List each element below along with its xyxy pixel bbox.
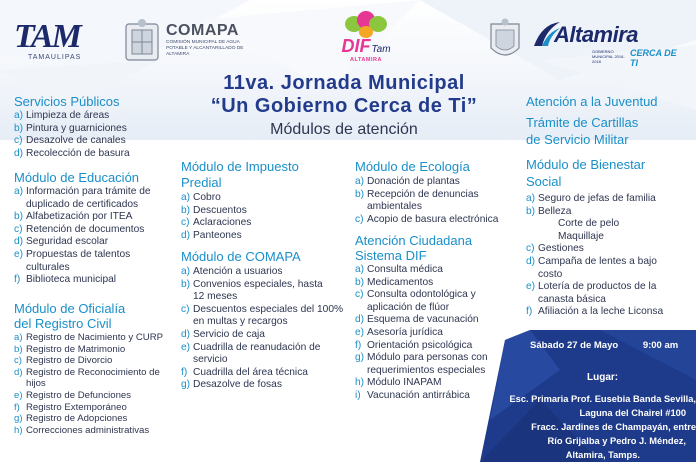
item-text: Descuentos [193,204,247,216]
item-marker: c) [355,213,364,225]
item-marker: i) [355,389,361,401]
event-datetime [530,340,690,351]
item-text: Descuentos especiales del 100% en multas y recargos [193,303,344,328]
item-text: Recepción de denuncias ambientales [367,188,479,213]
item-text: Donación de plantas [367,176,460,187]
oficialia-title: Módulo de Oficialía [14,301,126,316]
item-text: Seguridad escolar [26,236,109,248]
item-text: Atención a usuarios [193,266,283,277]
oficialia-title-2: del Registro Civil [14,316,112,331]
item-marker: b) [181,278,191,290]
place-line: Esc. Primaria Prof. Eusebia Banda Sevilla, [509,394,696,404]
item-text: Seguro de jefas de familia [538,193,656,204]
item-text: Cobro [193,192,221,203]
event-place [446,392,696,462]
altamira-wordmark: Altamira [554,22,639,47]
educacion-title: Módulo de Educación [14,170,140,185]
item-text: Pintura y guarniciones [26,122,127,134]
militar-title: Trámite de Cartillas [526,115,639,130]
place-line: Fracc. Jardines de Champayán, entre [531,422,696,432]
comapa-title: Módulo de COMAPA [181,249,301,264]
dif-wordmark: DIF [341,36,371,56]
item-text: Recolección de basura [26,147,130,159]
item-marker: e) [526,281,536,293]
item-marker: c) [14,355,22,367]
item-text: Limpieza de áreas [26,110,110,121]
place-line: Laguna del Chairel #100 [579,408,686,418]
item-text: Registro Extemporáneo [26,401,127,413]
altamira-sub: GOBIERNO MUNICIPAL 2016-2018 [592,49,625,64]
item-text: Esquema de vacunación [367,314,479,326]
item-marker: f) [526,306,533,318]
dif-tag: Tam [371,44,391,55]
item-text: Correcciones administrativas [26,424,150,436]
predial-title: Módulo de Impuesto [181,159,299,174]
ecologia-title: Módulo de Ecología [355,159,470,174]
item-text: Medicamentos [367,276,434,288]
item-text: Registro de Nacimiento y CURP [26,332,164,343]
item-text: Maquillaje [558,230,604,242]
tam-wordmark: TAM [14,18,80,55]
item-text: Registro de Defunciones [26,389,132,401]
item-marker: b) [14,343,23,355]
item-marker: d) [355,314,365,326]
item-marker: c) [181,217,190,229]
item-text: Asesoría jurídica [367,326,443,338]
bienestar-title-2: Social [526,174,562,189]
item-marker: e) [14,248,24,260]
item-text: Registro de Divorcio [26,355,113,367]
item-text: Convenios especiales, hasta 12 meses [193,278,323,303]
item-text: Desazolve de fosas [193,379,282,391]
predial-title-2: Predial [181,175,222,190]
item-marker: d) [181,328,191,340]
item-marker: a) [355,176,365,187]
page-title: 11va. Jornada Municipal [223,72,465,94]
place-line: Río Grijalba y Pedro J. Méndez, [547,436,686,446]
page-section-label: Módulos de atención [270,121,418,138]
item-marker: e) [355,326,365,338]
item-text: Consulta médica [367,264,443,275]
item-text: Desazolve de canales [26,135,126,147]
item-marker: g) [355,352,365,364]
comapa-name: COMAPA [166,22,239,39]
item-marker: a) [181,266,191,277]
bienestar-title: Módulo de Bienestar [526,157,646,172]
item-marker: c) [181,303,190,315]
item-marker: a) [14,110,24,121]
item-marker: f) [14,401,20,413]
place-line: Altamira, Tamps. [565,450,640,460]
item-text: Lotería de productos de la canasta básica [538,281,657,305]
item-marker: b) [355,276,365,288]
item-marker: a) [181,192,191,203]
item-marker: d) [526,255,536,267]
dif-city: ALTAMIRA [350,57,382,63]
item-marker: f) [181,366,188,378]
page-subtitle: “Un Gobierno Cerca de Ti” [210,95,478,117]
item-text: Servicio de caja [193,328,265,340]
item-marker: e) [14,389,23,401]
item-marker: c) [14,223,23,235]
event-place-label: Lugar: [587,372,619,383]
item-marker: c) [526,243,535,255]
item-marker: f) [14,274,21,286]
item-marker: d) [14,366,23,378]
item-marker: h) [355,377,365,389]
servicios-title: Servicios Públicos [14,94,120,109]
item-text: Consulta odontológica y aplicación de flúor [367,289,476,313]
item-marker: b) [526,205,536,217]
item-marker: b) [14,122,24,134]
item-text: Registro de Reconocimiento de hijos [26,366,160,390]
item-text: Propuestas de talentos culturales [26,248,131,273]
item-text: Campaña de lentes a bajo costo [538,255,657,280]
comapa-desc: COMISIÓN MUNICIPAL DE AGUA POTABLE Y ALCANTARILLADO DE ALTAMIRA [166,40,244,57]
item-text: Registro de Adopciones [26,413,128,425]
item-marker: c) [14,135,23,147]
dif-title: Atención Ciudadana [355,233,473,248]
item-text: Vacunación antirrábica [367,389,470,401]
item-marker: a) [14,332,23,343]
event-time: 9:00 am [642,340,679,351]
item-text: Acopio de basura electrónica [367,213,499,225]
item-text: Cuadrilla de reanudación de servicio [193,341,321,366]
item-marker: d) [14,147,24,159]
item-text: Módulo INAPAM [367,377,442,389]
item-marker: b) [355,188,365,200]
item-text: Biblioteca municipal [26,274,117,286]
dif-title-2: Sistema DIF [355,248,427,263]
item-text: Orientación psicológica [367,339,473,351]
event-date: Sábado 27 de Mayo [530,340,619,351]
item-marker: a) [14,186,24,197]
item-text: Panteones [193,229,242,241]
item-marker: f) [355,339,362,351]
item-text: Corte de pelo [558,218,620,230]
item-text: Registro de Matrimonio [26,343,126,355]
item-marker: a) [526,193,536,204]
item-marker: e) [181,341,191,353]
item-marker: g) [181,379,191,391]
item-text: Cuadrilla del área técnica [193,366,308,378]
item-text: Aclaraciones [193,217,252,229]
item-text: Afiliación a la leche Liconsa [538,306,664,318]
item-marker: a) [355,264,365,275]
juventud-title: Atención a la Juventud [526,94,658,109]
item-marker: d) [181,229,191,241]
item-text: Retención de documentos [26,223,145,235]
item-marker: c) [355,289,364,301]
altamira-slogan: CERCA DE TI [630,48,677,68]
tam-state: TAMAULIPAS [28,54,82,61]
item-marker: d) [14,236,24,248]
item-marker: h) [14,424,23,436]
item-text: Gestiones [538,243,584,255]
item-marker: g) [14,413,23,425]
item-text: Módulo para personas con requerimientos especiales [367,352,488,376]
item-marker: b) [14,211,24,223]
item-text: Alfabetización por ITEA [26,211,133,223]
item-text: Información para trámite de duplicado de certificados [26,186,151,210]
item-marker: b) [181,204,191,216]
militar-title-2: de Servicio Militar [526,132,629,147]
item-text: Belleza [538,205,572,217]
